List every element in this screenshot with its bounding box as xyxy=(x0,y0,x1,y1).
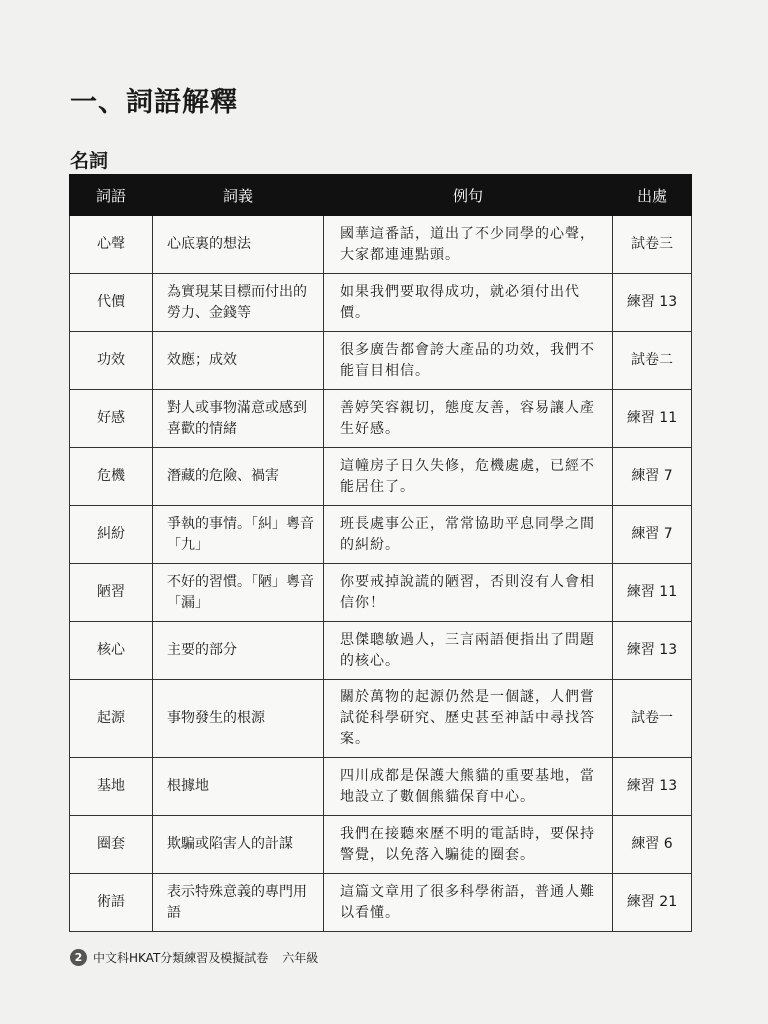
source-cell: 練習 11 xyxy=(613,390,692,448)
term-cell: 功效 xyxy=(70,332,153,390)
source-cell: 試卷三 xyxy=(613,216,692,274)
example-cell: 這幢房子日久失修，危機處處，已經不能居住了。 xyxy=(324,448,613,506)
source-cell: 練習 7 xyxy=(613,448,692,506)
vocabulary-table xyxy=(69,174,692,932)
term-cell: 好感 xyxy=(70,390,153,448)
term-cell: 糾紛 xyxy=(70,506,153,564)
table-row xyxy=(70,332,692,390)
table-row xyxy=(70,216,692,274)
table-row xyxy=(70,448,692,506)
term-cell: 術語 xyxy=(70,874,153,932)
meaning-cell: 潛藏的危險、禍害 xyxy=(153,448,324,506)
table-row xyxy=(70,874,692,932)
term-cell: 代價 xyxy=(70,274,153,332)
example-cell: 很多廣告都會誇大產品的功效，我們不能盲目相信。 xyxy=(324,332,613,390)
book-title: 中文科HKAT分類練習及模擬試卷 xyxy=(93,951,269,965)
example-cell: 班長處事公正，常常協助平息同學之間的糾紛。 xyxy=(324,506,613,564)
table-body xyxy=(70,216,692,932)
meaning-cell: 表示特殊意義的專門用語 xyxy=(153,874,324,932)
table-row xyxy=(70,680,692,758)
example-cell: 善婷笑容親切，態度友善，容易讓人產生好感。 xyxy=(324,390,613,448)
term-cell: 基地 xyxy=(70,758,153,816)
example-cell: 如果我們要取得成功，就必須付出代價。 xyxy=(324,274,613,332)
source-cell: 練習 13 xyxy=(613,274,692,332)
term-cell: 起源 xyxy=(70,680,153,758)
meaning-cell: 對人或事物滿意或感到喜歡的情緒 xyxy=(153,390,324,448)
meaning-cell: 事物發生的根源 xyxy=(153,680,324,758)
header-example: 例句 xyxy=(324,175,613,216)
meaning-cell: 主要的部分 xyxy=(153,622,324,680)
source-cell: 練習 13 xyxy=(613,758,692,816)
meaning-cell: 心底裏的想法 xyxy=(153,216,324,274)
page-number-badge: 2 xyxy=(70,949,87,966)
term-cell: 核心 xyxy=(70,622,153,680)
meaning-cell: 為實現某目標而付出的勞力、金錢等 xyxy=(153,274,324,332)
source-cell: 練習 13 xyxy=(613,622,692,680)
header-meaning: 詞義 xyxy=(153,175,324,216)
term-cell: 心聲 xyxy=(70,216,153,274)
example-cell: 關於萬物的起源仍然是一個謎，人們嘗試從科學研究、歷史甚至神話中尋找答案。 xyxy=(324,680,613,758)
source-cell: 試卷一 xyxy=(613,680,692,758)
header-source: 出處 xyxy=(613,175,692,216)
source-cell: 練習 7 xyxy=(613,506,692,564)
table-row xyxy=(70,274,692,332)
subsection-title: 名詞 xyxy=(70,150,109,172)
section-title: 一、詞語解釋 xyxy=(70,87,238,118)
example-cell: 這篇文章用了很多科學術語，普通人難以看懂。 xyxy=(324,874,613,932)
meaning-cell: 不好的習慣。「陋」粵音「漏」 xyxy=(153,564,324,622)
page-footer xyxy=(70,949,318,966)
source-cell: 試卷二 xyxy=(613,332,692,390)
source-cell: 練習 6 xyxy=(613,816,692,874)
meaning-cell: 根據地 xyxy=(153,758,324,816)
example-cell: 思傑聰敏過人，三言兩語便指出了問題的核心。 xyxy=(324,622,613,680)
table-row xyxy=(70,506,692,564)
example-cell: 你要戒掉說謊的陋習，否則沒有人會相信你！ xyxy=(324,564,613,622)
example-cell: 四川成都是保護大熊貓的重要基地，當地設立了數個熊貓保育中心。 xyxy=(324,758,613,816)
source-cell: 練習 21 xyxy=(613,874,692,932)
meaning-cell: 爭執的事情。「糾」粵音「九」 xyxy=(153,506,324,564)
example-cell: 國華這番話，道出了不少同學的心聲，大家都連連點頭。 xyxy=(324,216,613,274)
table-row xyxy=(70,758,692,816)
example-cell: 我們在接聽來歷不明的電話時，要保持警覺，以免落入騙徒的圈套。 xyxy=(324,816,613,874)
term-cell: 圈套 xyxy=(70,816,153,874)
header-term: 詞語 xyxy=(70,175,153,216)
term-cell: 危機 xyxy=(70,448,153,506)
table-row xyxy=(70,816,692,874)
source-cell: 練習 11 xyxy=(613,564,692,622)
table-row xyxy=(70,564,692,622)
meaning-cell: 欺騙或陷害人的計謀 xyxy=(153,816,324,874)
meaning-cell: 效應；成效 xyxy=(153,332,324,390)
table-row xyxy=(70,622,692,680)
term-cell: 陋習 xyxy=(70,564,153,622)
table-row xyxy=(70,390,692,448)
table-header-row xyxy=(70,175,692,216)
grade-label: 六年級 xyxy=(282,951,319,965)
